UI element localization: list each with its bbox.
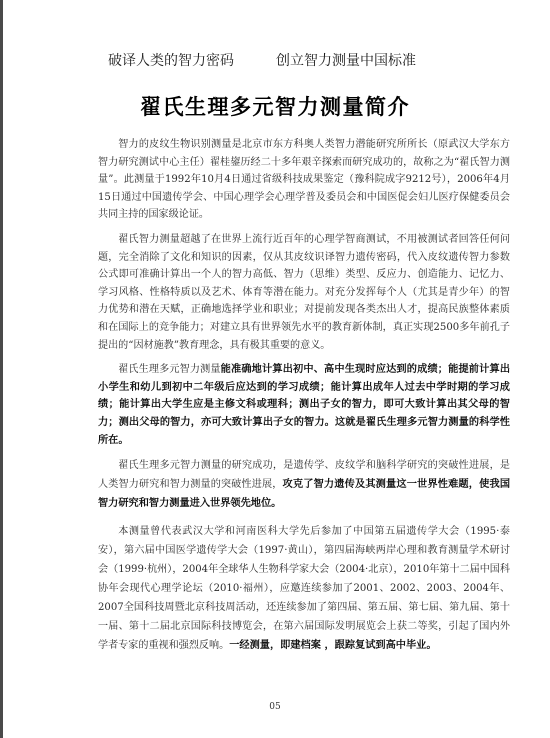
- page-title: 翟氏生理多元智力测量简介: [140, 95, 410, 119]
- paragraph-4: [98, 456, 510, 513]
- article-body: [98, 136, 510, 664]
- paragraph-3-lead: 翟氏生理多元智力测量: [118, 364, 221, 376]
- page-number: 05: [269, 702, 281, 712]
- paragraph-4-lead: 翟氏生理多元智力测量的研究成功，是遗传学、皮纹学和脑科学研究的突破性进展，是人类智力研究和智力测量的突破性进展，: [98, 460, 510, 491]
- paragraph-5-emphasis: 一经测量，即建档案 ，跟踪复试到高中毕业。: [229, 640, 437, 652]
- tagline-right: 创立智力测量中国标准: [276, 53, 416, 69]
- paragraph-4-emphasis: 攻克了智力遗传及其测量这一世界性难题，使我国智力研究和智力测量进入世界领先地位。: [98, 479, 511, 510]
- tagline-left: 破译人类的智力密码: [108, 53, 234, 69]
- header-tagline: [108, 50, 468, 70]
- paragraph-5: [98, 522, 510, 655]
- paragraph-2: 翟氏智力测量超越了在世界上流行近百年的心理学智商测试，不用被测试者回答任何问题，完全消除了文化和知识的因素，仅从其皮纹识译智力遗传密码，代入皮纹遗传智力参数公式即可准确计算出一个人的智力高低、智力（思维）类型、反应力、创造能力、记忆力、学习风格、性格特质以及艺术、体育等潜在能力。对充分发挥每个人（尤其是青少年）的智力优势和潜在天赋，正确地选择学业和职业；对提前发现各类杰出人才，提高民族整体素质和在国际上的竞争能力；对建立具有世界领先水平的教育新体制，真正实现2500多年前孔子提出的“因材施教”教育理念，具有极其重要的意义。: [98, 233, 510, 351]
- paragraph-1: 智力的皮纹生物识别测量是北京市东方科奥人类智力潜能研究所所长（原武汉大学东方智力研究测试中心主任）翟桂鋆历经二十多年艰辛探索而研究成功的，故称之为“翟氏智力测量”。此测量于1992年10月4日通过省级科技成果鉴定（豫科院成字9212号），2006年4月15日通过中国遗传学会、中国心理学会心理学普及委员会和中国医促会妇儿医疗保健委员会共同主持的国家级论证。: [98, 139, 510, 221]
- paragraph-3: [98, 361, 510, 449]
- paragraph-5-lead: 本测量曾代表武汉大学和河南医科大学先后参加了中国第五届遗传学大会（1995·泰安），第六届中国医学遗传学大会（1997·黄山），第四届海峡两岸心理和教育测量学术研讨会（1999·杭州），2004年全球华人生物科学家大会（2004·北京），2010年第十二届中国科协年会现代心理学论坛（2010·福州），应邀连续参加了2001、2002、2003、2004年、2007全国科技周暨北京科技周活动，还连续参加了第四届、第五届、第七届、第九届、第十一届、第十二届北京国际科技博览会，在第六届国际发明展览会上获二等奖，引起了国内外学者专家的重视和强烈反响。: [98, 526, 510, 652]
- paragraph-3-emphasis: 能准确地计算出初中、高中生现时应达到的成绩；能提前计算出小学生和幼儿到初中二年级后应达到的学习成绩；能计算出成年人过去中学时期的学习成绩；能计算出大学生应是主修文科或理科；测出子女的智力，即可大致计算出其父母的智力；测出父母的智力，亦可大致计算出子女的智力。这就是翟氏生理多元智力测量的科学性所在。: [98, 364, 511, 446]
